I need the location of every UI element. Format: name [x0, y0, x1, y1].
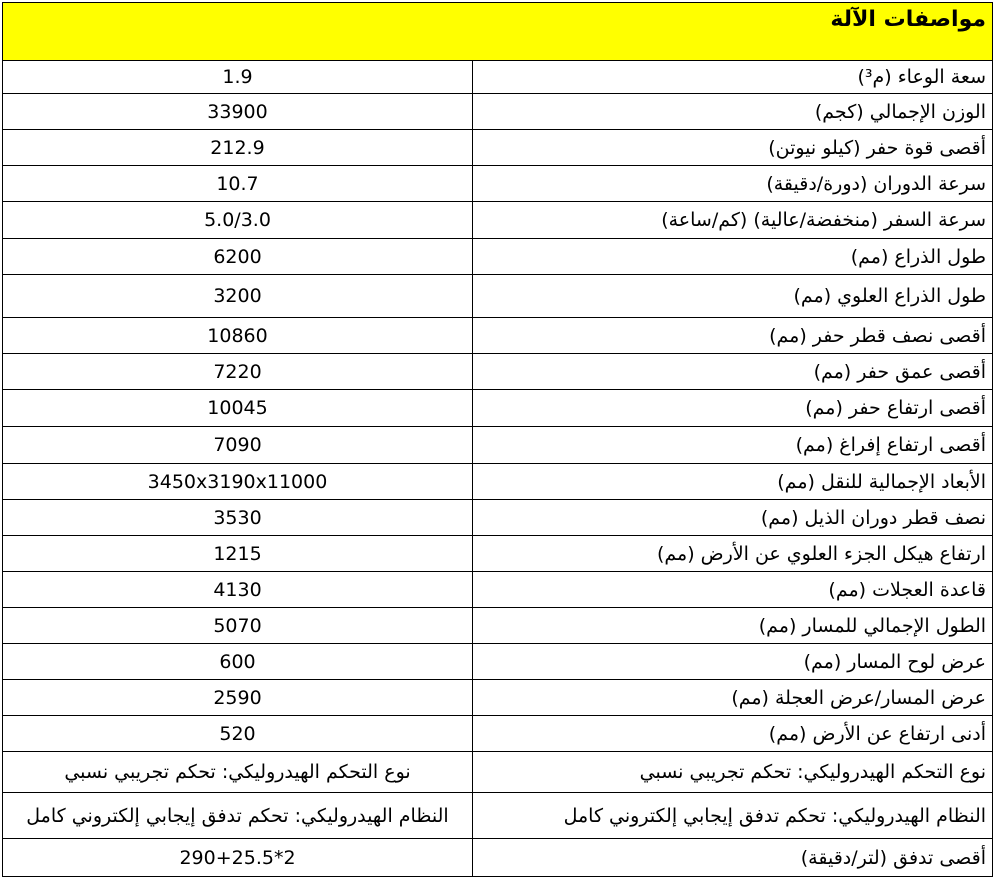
- table-row: [3, 202, 993, 239]
- spec-value: 1.9: [3, 61, 473, 94]
- spec-label: سعة الوعاء (م³): [473, 61, 993, 94]
- table-row: [3, 752, 993, 793]
- spec-label: عرض المسار/عرض العجلة (مم): [473, 680, 993, 716]
- spec-value: 7090: [3, 427, 473, 464]
- table-row: [3, 390, 993, 427]
- spec-value: 1215: [3, 536, 473, 572]
- spec-value: 5.0/3.0: [3, 202, 473, 239]
- title-row: [3, 3, 993, 61]
- table-row: [3, 536, 993, 572]
- spec-value: 3450x3190x11000: [3, 464, 473, 500]
- spec-label: عرض لوح المسار (مم): [473, 644, 993, 680]
- table-row: [3, 793, 993, 839]
- spec-label: أدنى ارتفاع عن الأرض (مم): [473, 716, 993, 752]
- spec-label: نصف قطر دوران الذيل (مم): [473, 500, 993, 536]
- table-row: [3, 427, 993, 464]
- spec-value: 10.7: [3, 166, 473, 202]
- table-row: [3, 318, 993, 354]
- spec-label: قاعدة العجلات (مم): [473, 572, 993, 608]
- table-row: [3, 716, 993, 752]
- table-row: [3, 239, 993, 275]
- spec-label: الوزن الإجمالي (كجم): [473, 94, 993, 130]
- spec-value: 600: [3, 644, 473, 680]
- spec-value: 3200: [3, 275, 473, 318]
- spec-value: النظام الهيدروليكي: تحكم تدفق إيجابي إلكتروني كامل: [3, 793, 473, 839]
- spec-label: سرعة الدوران (دورة/دقيقة): [473, 166, 993, 202]
- spec-value: 212.9: [3, 130, 473, 166]
- spec-label: أقصى عمق حفر (مم): [473, 354, 993, 390]
- table-row: [3, 500, 993, 536]
- table-row: [3, 130, 993, 166]
- spec-label: أقصى ارتفاع إفراغ (مم): [473, 427, 993, 464]
- spec-value: 2*290+25.5: [3, 839, 473, 877]
- table-row: [3, 166, 993, 202]
- spec-value: 10045: [3, 390, 473, 427]
- spec-value: 33900: [3, 94, 473, 130]
- spec-value: 7220: [3, 354, 473, 390]
- table-row: [3, 572, 993, 608]
- spec-label: طول الذراع (مم): [473, 239, 993, 275]
- table-row: [3, 61, 993, 94]
- table-row: [3, 94, 993, 130]
- spec-value: 6200: [3, 239, 473, 275]
- spec-table: [2, 2, 993, 877]
- table-row: [3, 464, 993, 500]
- spec-label: أقصى ارتفاع حفر (مم): [473, 390, 993, 427]
- table-row: [3, 839, 993, 877]
- spec-value: 3530: [3, 500, 473, 536]
- spec-value: 10860: [3, 318, 473, 354]
- table-row: [3, 275, 993, 318]
- spec-value: 4130: [3, 572, 473, 608]
- spec-label: أقصى قوة حفر (كيلو نيوتن): [473, 130, 993, 166]
- spec-label: الطول الإجمالي للمسار (مم): [473, 608, 993, 644]
- spec-label: أقصى نصف قطر حفر (مم): [473, 318, 993, 354]
- table-row: [3, 644, 993, 680]
- spec-value: 520: [3, 716, 473, 752]
- table-row: [3, 354, 993, 390]
- spec-value: نوع التحكم الهيدروليكي: تحكم تجريبي نسبي: [3, 752, 473, 793]
- table-title: مواصفات الآلة: [3, 3, 993, 61]
- spec-label: النظام الهيدروليكي: تحكم تدفق إيجابي إلكتروني كامل: [473, 793, 993, 839]
- spec-label: ارتفاع هيكل الجزء العلوي عن الأرض (مم): [473, 536, 993, 572]
- spec-value: 2590: [3, 680, 473, 716]
- spec-label: نوع التحكم الهيدروليكي: تحكم تجريبي نسبي: [473, 752, 993, 793]
- spec-label: طول الذراع العلوي (مم): [473, 275, 993, 318]
- spec-label: سرعة السفر (منخفضة/عالية) (كم/ساعة): [473, 202, 993, 239]
- spec-label: الأبعاد الإجمالية للنقل (مم): [473, 464, 993, 500]
- spec-value: 5070: [3, 608, 473, 644]
- table-row: [3, 608, 993, 644]
- table-row: [3, 680, 993, 716]
- spec-label: أقصى تدفق (لتر/دقيقة): [473, 839, 993, 877]
